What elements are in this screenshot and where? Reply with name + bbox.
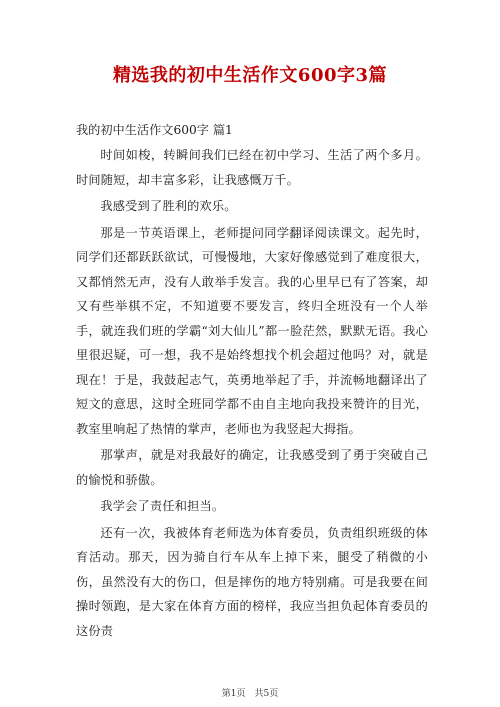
document-body <box>76 117 428 645</box>
paragraph: 那是一节英语课上，老师提问同学翻译阅读课文。起先时，同学们还都跃跃欲试，可慢慢地，大家好像感觉到了难度很大，又都悄然无声，没有人敢举手发言。我的心里早已有了答案，却又有些举棋不定，不知道要不要发言，终归全班没有一个人举手，就连我们班的学霸“刘大仙儿”都一脸茫然，默默无语。我心里很迟疑，可一想，我不是始终想找个机会超过他吗？对，就是现在！于是，我鼓起志气，英勇地举起了手，并流畅地翻译出了短文的意思，这时全班同学都不由自主地向我投来赞许的目光，教室里响起了热情的掌声，老师也为我竖起大拇指。 <box>76 225 428 436</box>
document-title: 精选我的初中生活作文600字3篇 <box>112 65 388 86</box>
page-footer: 第1页 共5页 <box>221 689 279 699</box>
paragraph: 还有一次，我被体育老师选为体育委员，负责组织班级的体育活动。那天，因为骑自行车从车上掉下来，腿受了稍微的小伤，虽然没有大的伤口，但是摔伤的地方特别痛。可是我要在间操时领跑，是大家在体育方面的榜样，我应当担负起体育委员的这份责 <box>76 525 428 638</box>
article-subtitle: 我的初中生活作文600字 篇1 <box>76 123 233 137</box>
paragraph: 那掌声，就是对我最好的确定，让我感受到了勇于突破自己的愉悦和骄傲。 <box>76 448 428 487</box>
paragraph: 时间如梭，转瞬间我们已经在初中学习、生活了两个多月。时间随短，却丰富多彩，让我感慨万千。 <box>76 148 428 187</box>
paragraph: 我学会了责任和担当。 <box>100 499 225 513</box>
paragraph: 我感受到了胜利的欢乐。 <box>100 199 237 213</box>
